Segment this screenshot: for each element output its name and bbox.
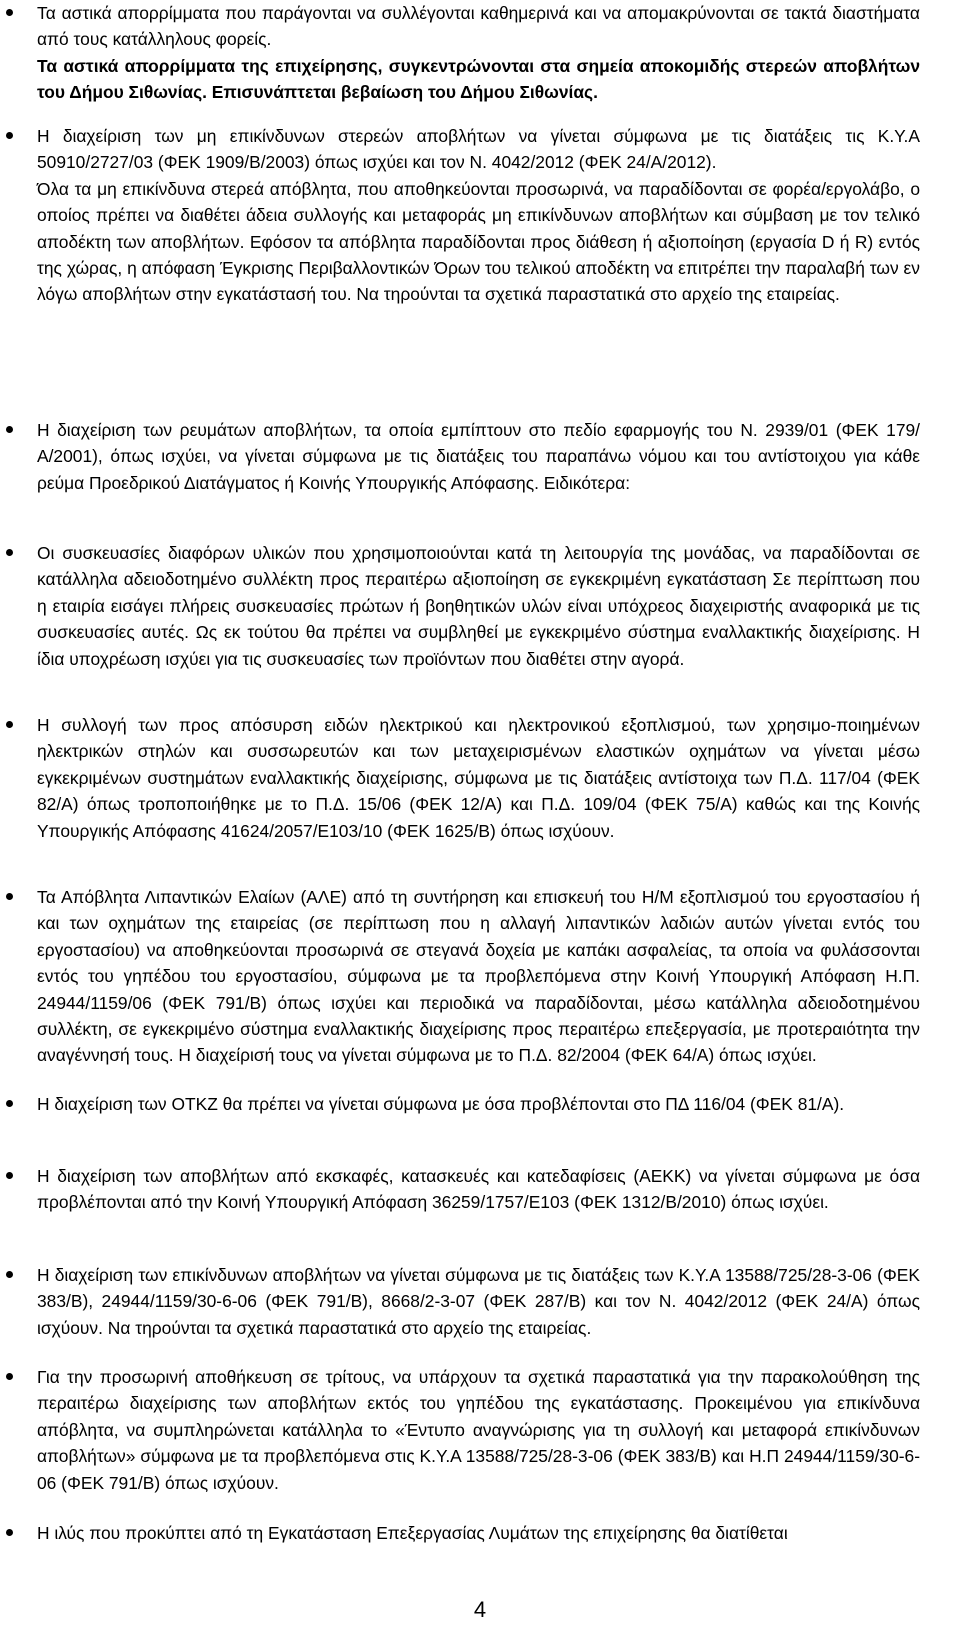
list-item: [37, 1262, 920, 1341]
list-item-text: Η διαχείριση των ΟΤΚΖ θα πρέπει να γίνεται σύμφωνα με όσα προβλέπονται στο ΠΔ 116/04 (ΦΕΚ 81/Α).: [37, 1094, 845, 1114]
list-item: [37, 1520, 920, 1546]
bullet-icon: [6, 426, 13, 433]
list-item-text: Η διαχείριση των αποβλήτων από εκσκαφές, κατασκευές και κατεδαφίσεις (ΑΕΚΚ) να γίνεται σύμφωνα με όσα προβλέπονται από την Κοινή Υπουργική Απόφαση 36259/1757/Ε103 (ΦΕΚ 1312/Β/2010) όπως ισχύει.: [37, 1166, 920, 1213]
list-item-text: Η ιλύς που προκύπτει από τη Εγκατάσταση Επεξεργασίας Λυμάτων της επιχείρησης θα διατίθεται: [37, 1523, 788, 1543]
list-item: [37, 540, 920, 672]
list-item-text: Η διαχείριση των επικίνδυνων αποβλήτων να γίνεται σύμφωνα με τις διατάξεις των Κ.Υ.Α 13588/725/28-3-06 (ΦΕΚ 383/Β), 24944/1159/30-6-06 (ΦΕΚ 791/Β), 8668/2-3-07 (ΦΕΚ 287/Β) και τον Ν. 4042/2012 (ΦΕΚ 24/Α) όπως ισχύουν. Να τηρούνται τα σχετικά παραστατικά στο αρχείο της εταιρείας.: [37, 1265, 920, 1338]
bullet-icon: [6, 1373, 13, 1380]
list-item-text: Η διαχείριση των μη επικίνδυνων στερεών αποβλήτων να γίνεται σύμφωνα με τις διατάξεις τις Κ.Υ.Α 50910/2727/03 (ΦΕΚ 1909/Β/2003) όπως ισχύει και τον Ν. 4042/2012 (ΦΕΚ 24/Α/2012).: [37, 126, 920, 173]
list-item-text: Η συλλογή των προς απόσυρση ειδών ηλεκτρικού και ηλεκτρονικού εξοπλισμού, των χρησιμο-ποιημένων ηλεκτρικών στηλών και συσσωρευτών και των μεταχειρισμένων ελαστικών οχημάτων να γίνεται μέσω εγκεκριμένων συστημάτων εναλλακτικής διαχείρισης, σύμφωνα με τις διατάξεις αντίστοιχα των Π.Δ. 117/04 (ΦΕΚ 82/Α) όπως τροποποιήθηκε με το Π.Δ. 15/06 (ΦΕΚ 12/Α) και Π.Δ. 109/04 (ΦΕΚ 75/Α) καθώς και της Κοινής Υπουργικής Απόφασης 41624/2057/Ε103/10 (ΦΕΚ 1625/Β) όπως ισχύουν.: [37, 715, 920, 841]
list-item-text: Οι συσκευασίες διαφόρων υλικών που χρησιμοποιούνται κατά τη λειτουργία της μονάδας, να παραδίδονται σε κατάλληλα αδειοδοτημένο συλλέκτη προς περαιτέρω αξιοποίηση σε εγκεκριμένη εγκατάσταση Σε περίπτωση που η εταιρία εισάγει πλήρεις συσκευασίες πρώτων ή βοηθητικών υλών είναι υπόχρεος διαχειριστής αναφορικά με τις συσκευασίες αυτές. Ως εκ τούτου θα πρέπει να συμβληθεί με εγκεκριμένο σύστημα εναλλακτικής διαχείρισης. Η ίδια υποχρέωση ισχύει για τις συσκευασίες των προϊόντων που διαθέτει στην αγορά.: [37, 543, 920, 669]
bullet-icon: [6, 1100, 13, 1107]
page-number: 4: [473, 1597, 487, 1622]
list-item: [37, 1163, 920, 1216]
list-item-extra-text: Όλα τα μη επικίνδυνα στερεά απόβλητα, που αποθηκεύονται προσωρινά, να παραδίδονται σε φορέα/εργολάβο, ο οποίος πρέπει να διαθέτει άδεια συλλογής και μεταφοράς μη επικίνδυνων αποβλήτων και σύμβαση με τον τελικό αποδέκτη των αποβλήτων. Εφόσον τα απόβλητα παραδίδονται προς διάθεση ή αξιοποίηση (εργασία D ή R) εντός της χώρας, η απόφαση Έγκρισης Περιβαλλοντικών Όρων του τελικού αποδέκτη να επιτρέπει την παραλαβή των εν λόγω αποβλήτων στην εγκατάστασή του. Να τηρούνται τα σχετικά παραστατικά στο αρχείο της εταιρείας.: [37, 178, 920, 305]
list-item: [37, 884, 920, 1069]
bullet-icon: [6, 9, 13, 16]
bullet-icon: [6, 549, 13, 556]
list-item: [37, 417, 920, 496]
list-item: [37, 1091, 920, 1117]
list-item-text: Για την προσωρινή αποθήκευση σε τρίτους, να υπάρχουν τα σχετικά παραστατικά για την παρακολούθηση της περαιτέρω διαχείρισης των αποβλήτων εκτός του γηπέδου της εγκατάστασης. Προκειμένου για επικίνδυνα απόβλητα, να συμπληρώνεται κατάλληλα το «Έντυπο αναγνώρισης για τη συλλογή και μεταφορά επικίνδυνων αποβλήτων» σύμφωνα με τα προβλεπόμενα στις Κ.Υ.Α 13588/725/28-3-06 (ΦΕΚ 383/Β) και Η.Π 24944/1159/30-6-06 (ΦΕΚ 791/Β) όπως ισχύουν.: [37, 1367, 920, 1493]
list-item: [37, 1364, 920, 1496]
bullet-icon: [6, 132, 13, 139]
list-item-text: Η διαχείριση των ρευμάτων αποβλήτων, τα οποία εμπίπτουν στο πεδίο εφαρμογής του Ν. 2939/01 (ΦΕΚ 179/Α/2001), όπως ισχύει, να γίνεται σύμφωνα με τις διατάξεις του παραπάνω νόμου και του αντίστοιχου για κάθε ρεύμα Προεδρικού Διατάγματος ή Κοινής Υπουργικής Απόφασης. Ειδικότερα:: [37, 420, 920, 493]
bullet-icon: [6, 1529, 13, 1536]
list-item: [37, 0, 920, 106]
bullet-icon: [6, 1271, 13, 1278]
bullet-icon: [6, 721, 13, 728]
list-item-text: Τα αστικά απορρίμματα που παράγονται να συλλέγονται καθημερινά και να απομακρύνονται σε τακτά διαστήματα από τους κατάλληλους φορείς.: [37, 3, 920, 50]
list-item-bold-text: Τα αστικά απορρίμματα της επιχείρησης, συγκεντρώνονται στα σημεία αποκομιδής στερεών αποβλήτων του Δήμου Σιθωνίας. Επισυνάπτεται βεβαίωση του Δήμου Σιθωνίας.: [37, 55, 920, 103]
bullet-icon: [6, 1172, 13, 1179]
list-item-text: Τα Απόβλητα Λιπαντικών Ελαίων (ΑΛΕ) από τη συντήρηση και επισκευή του Η/Μ εξοπλισμού του εργοστασίου ή και των οχημάτων της εταιρείας (σε περίπτωση που η αλλαγή λιπαντικών λαδιών αυτών γίνεται εντός του εργοστασίου) να αποθηκεύονται προσωρινά σε στεγανά δοχεία με καπάκι ασφαλείας, τα οποία να φυλάσσονται εντός του γηπέδου του εργοστασίου, σύμφωνα με τα προβλεπόμενα στην Κοινή Υπουργική Απόφαση Η.Π. 24944/1159/06 (ΦΕΚ 791/Β) όπως ισχύει και περιοδικά να παραδίδονται, μέσω κατάλληλα αδειοδοτημένου συλλέκτη, σε εγκεκριμένο σύστημα εναλλακτικής διαχείρισης προς περαιτέρω επεξεργασία, με προτεραιότητα την αναγέννησή τους. Η διαχείρισή τους να γίνεται σύμφωνα με το Π.Δ. 82/2004 (ΦΕΚ 64/Α) όπως ισχύει.: [37, 887, 920, 1066]
list-item: [37, 712, 920, 844]
list-item: [37, 123, 920, 308]
bullet-icon: [6, 893, 13, 900]
